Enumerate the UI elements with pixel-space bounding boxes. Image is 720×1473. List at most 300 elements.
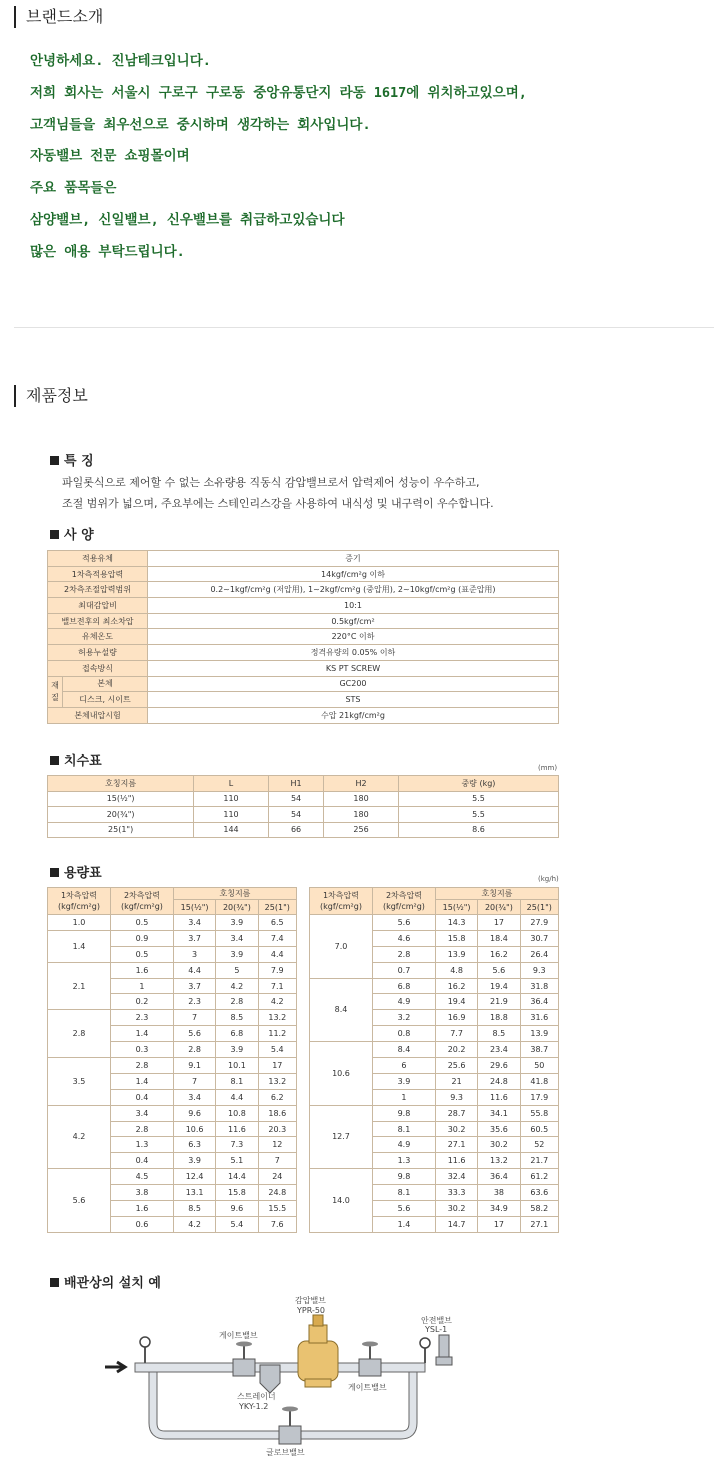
spec-label: 밸브전후의 최소차압 [48, 613, 148, 629]
capacity-cell: 5.6 [478, 962, 520, 978]
spec-label: 1차측적용압력 [48, 566, 148, 582]
capacity-cell: 30.2 [435, 1121, 477, 1137]
capacity-cell: 3 [173, 946, 215, 962]
capacity-cell: 1.4 [372, 1216, 435, 1232]
spec-row [48, 566, 559, 582]
dimensions-cell: 180 [324, 807, 399, 823]
capacity-row [48, 1010, 297, 1026]
dimensions-cell: 180 [324, 791, 399, 807]
features-line: 파일롯식으로 제어할 수 없는 소유량용 직동식 감압밸브로서 압력제어 성능이 우수하고, [62, 476, 480, 489]
spec-row [48, 629, 559, 645]
capacity-cell: 3.9 [372, 1073, 435, 1089]
capacity-row [310, 1105, 559, 1121]
capacity-cell: 1.6 [110, 1201, 173, 1217]
nominal-size-header: 호칭지름 [435, 888, 558, 900]
capacity-cell: 34.1 [478, 1105, 520, 1121]
capacity-cell: 21.7 [520, 1153, 558, 1169]
safety-valve-outlet [436, 1357, 452, 1365]
size-column-header: 20(¾") [478, 900, 520, 915]
capacity-cell: 2.8 [173, 1042, 215, 1058]
capacity-unit: (kg/h) [538, 875, 559, 883]
spec-label: 본체내압시험 [48, 707, 148, 723]
capacity-cell: 6.8 [372, 978, 435, 994]
capacity-cell: 0.3 [110, 1042, 173, 1058]
capacity-cell: 7.9 [258, 962, 296, 978]
strainer-body [260, 1365, 280, 1393]
capacity-cell: 4.4 [216, 1089, 258, 1105]
capacity-cell: 18.6 [258, 1105, 296, 1121]
installation-title: 배관상의 설치 예 [50, 1272, 161, 1291]
capacity-cell: 3.9 [173, 1153, 215, 1169]
capacity-row [48, 1058, 297, 1074]
primary-pressure-cell: 12.7 [310, 1105, 373, 1169]
capacity-cell: 0.5 [110, 946, 173, 962]
capacity-cell: 3.4 [173, 915, 215, 931]
dimensions-header-row [48, 776, 559, 792]
secondary-pressure-header: 2차측압력 (kgf/cm²g) [372, 888, 435, 915]
capacity-cell: 36.4 [520, 994, 558, 1010]
intro-line: 안녕하세요. 진남테크입니다. [30, 53, 211, 69]
capacity-cell: 16.2 [435, 978, 477, 994]
capacity-cell: 13.2 [258, 1010, 296, 1026]
capacity-cell: 8.1 [216, 1073, 258, 1089]
capacity-cell: 7.7 [435, 1026, 477, 1042]
capacity-cell: 17 [478, 1216, 520, 1232]
spec-label: 디스크, 시이트 [63, 692, 148, 708]
square-bullet-icon [50, 868, 59, 877]
capacity-cell: 14.4 [216, 1169, 258, 1185]
capacity-row [48, 962, 297, 978]
spec-value: STS [148, 692, 559, 708]
capacity-cell: 12 [258, 1137, 296, 1153]
capacity-row [48, 915, 297, 931]
brand-section-heading: 브랜드소개 [14, 6, 103, 28]
primary-pressure-cell: 2.1 [48, 962, 111, 1010]
capacity-cell: 30.7 [520, 930, 558, 946]
capacity-cell: 18.4 [478, 930, 520, 946]
spec-row [48, 598, 559, 614]
capacity-row [310, 978, 559, 994]
capacity-cell: 4.8 [435, 962, 477, 978]
capacity-cell: 0.6 [110, 1216, 173, 1232]
spec-label: 허용누설량 [48, 645, 148, 661]
intro-line: 삼양밸브, 신일밸브, 신우밸브를 취급하고있습니다 [30, 211, 345, 228]
safety-valve-label: 안전밸브 [421, 1316, 452, 1325]
primary-pressure-header: 1차측압력 (kgf/cm²g) [310, 888, 373, 915]
capacity-cell: 35.6 [478, 1121, 520, 1137]
intro-line: 자동밸브 전문 쇼핑몰이며 [30, 148, 190, 165]
size-column-header: 15(½") [435, 900, 477, 915]
capacity-cell: 58.2 [520, 1201, 558, 1217]
nominal-size-header: 호칭지름 [173, 888, 296, 900]
capacity-cell: 4.5 [110, 1169, 173, 1185]
capacity-cell: 6.3 [173, 1137, 215, 1153]
spec-label: 적용유체 [48, 551, 148, 567]
spec-row [48, 676, 559, 692]
capacity-cell: 14.7 [435, 1216, 477, 1232]
capacity-cell: 2.8 [110, 1121, 173, 1137]
capacity-cell: 11.2 [258, 1026, 296, 1042]
capacity-header-row [310, 888, 559, 900]
spec-value: 0.5kgf/cm² [148, 613, 559, 629]
spec-row [48, 692, 559, 708]
capacity-cell: 9.6 [216, 1201, 258, 1217]
capacity-cell: 3.9 [216, 1042, 258, 1058]
dimensions-cell: 15(½") [48, 791, 194, 807]
capacity-cell: 13.2 [258, 1073, 296, 1089]
dimensions-cell: 5.5 [398, 791, 558, 807]
capacity-cell: 8.5 [478, 1026, 520, 1042]
capacity-cell: 17.9 [520, 1089, 558, 1105]
dimensions-row [48, 822, 559, 838]
capacity-cell: 10.8 [216, 1105, 258, 1121]
gate-valve-1-label: 게이트밸브 [219, 1331, 258, 1340]
product-section-heading: 제품정보 [14, 385, 88, 407]
globe-valve-handwheel-icon [282, 1407, 298, 1412]
spec-value: 수압 21kgf/cm²g [148, 707, 559, 723]
dimensions-cell: 20(¾") [48, 807, 194, 823]
capacity-cell: 17 [478, 915, 520, 931]
capacity-cell: 11.6 [435, 1153, 477, 1169]
dimensions-cell: 54 [268, 807, 323, 823]
spec-value: GC200 [148, 676, 559, 692]
primary-pressure-cell: 10.6 [310, 1042, 373, 1106]
spec-row [48, 707, 559, 723]
intro-line: 주요 품목들은 [30, 180, 117, 197]
strainer-label: 스트레이너 [237, 1392, 276, 1401]
capacity-cell: 2.8 [110, 1058, 173, 1074]
secondary-pressure-header: 2차측압력 (kgf/cm²g) [110, 888, 173, 915]
capacity-cell: 2.8 [216, 994, 258, 1010]
capacity-cell: 4.9 [372, 1137, 435, 1153]
capacity-cell: 24 [258, 1169, 296, 1185]
gate-valve-2-label: 게이트밸브 [348, 1383, 387, 1392]
capacity-cell: 13.1 [173, 1185, 215, 1201]
capacity-cell: 36.4 [478, 1169, 520, 1185]
intro-line: 많은 애용 부탁드립니다. [30, 243, 185, 260]
bypass-pipe [153, 1367, 413, 1435]
primary-pressure-cell: 4.2 [48, 1105, 111, 1169]
capacity-cell: 3.9 [216, 946, 258, 962]
size-column-header: 15(½") [173, 900, 215, 915]
capacity-cell: 20.2 [435, 1042, 477, 1058]
capacity-cell: 30.2 [435, 1201, 477, 1217]
spec-value: 10:1 [148, 598, 559, 614]
capacity-cell: 15.5 [258, 1201, 296, 1217]
capacity-cell: 27.9 [520, 915, 558, 931]
gate-valve-1-handwheel-icon [236, 1342, 252, 1347]
spec-label: 접속방식 [48, 660, 148, 676]
size-column-header: 25(1") [258, 900, 296, 915]
strainer-model-label: YKY-1.2 [239, 1402, 269, 1411]
capacity-cell: 4.2 [173, 1216, 215, 1232]
spec-value: 증기 [148, 551, 559, 567]
capacity-cell: 20.3 [258, 1121, 296, 1137]
capacity-cell: 34.9 [478, 1201, 520, 1217]
dimensions-row [48, 791, 559, 807]
capacity-cell: 25.6 [435, 1058, 477, 1074]
capacity-cell: 16.2 [478, 946, 520, 962]
capacity-cell: 8.4 [372, 1042, 435, 1058]
dimensions-cell: 5.5 [398, 807, 558, 823]
capacity-cell: 15.8 [216, 1185, 258, 1201]
capacity-cell: 9.3 [520, 962, 558, 978]
capacity-cell: 24.8 [258, 1185, 296, 1201]
capacity-cell: 63.6 [520, 1185, 558, 1201]
capacity-cell: 7.4 [258, 930, 296, 946]
spec-value: 정격유량의 0.05% 이하 [148, 645, 559, 661]
capacity-cell: 1.4 [110, 1073, 173, 1089]
dimensions-header-cell: 호칭지름 [48, 776, 194, 792]
capacity-cell: 4.2 [216, 978, 258, 994]
capacity-cell: 9.8 [372, 1105, 435, 1121]
capacity-cell: 21.9 [478, 994, 520, 1010]
capacity-cell: 4.4 [258, 946, 296, 962]
spec-label: 최대감압비 [48, 598, 148, 614]
capacity-cell: 0.5 [110, 915, 173, 931]
capacity-cell: 1 [372, 1089, 435, 1105]
spec-row [48, 660, 559, 676]
capacity-cell: 1.3 [110, 1137, 173, 1153]
capacity-cell: 14.3 [435, 915, 477, 931]
dimensions-header-cell: L [194, 776, 269, 792]
capacity-table-left [47, 887, 297, 1233]
capacity-cell: 3.4 [173, 1089, 215, 1105]
capacity-cell: 52 [520, 1137, 558, 1153]
material-group-label: 재 질 [48, 676, 63, 707]
capacity-cell: 3.9 [216, 915, 258, 931]
spec-value: 0.2~1kgf/cm²g (저압用), 1~2kgf/cm²g (중압用), 2~10kgf/cm²g (표준압用) [148, 582, 559, 598]
capacity-cell: 12.4 [173, 1169, 215, 1185]
dimensions-cell: 256 [324, 822, 399, 838]
intro-line: 저희 회사는 서울시 구로구 구로동 중앙유통단지 라동 1617에 위치하고있으며, [30, 84, 527, 101]
capacity-cell: 0.4 [110, 1089, 173, 1105]
capacity-cell: 0.7 [372, 962, 435, 978]
capacity-cell: 3.4 [110, 1105, 173, 1121]
capacity-cell: 29.6 [478, 1058, 520, 1074]
dimensions-cell: 110 [194, 791, 269, 807]
capacity-cell: 7.6 [258, 1216, 296, 1232]
capacity-cell: 5.6 [173, 1026, 215, 1042]
capacity-row [48, 1105, 297, 1121]
capacity-cell: 3.4 [216, 930, 258, 946]
spec-label: 2차측조절압력범위 [48, 582, 148, 598]
dimensions-cell: 110 [194, 807, 269, 823]
dimensions-table [47, 775, 559, 838]
primary-pressure-header: 1차측압력 (kgf/cm²g) [48, 888, 111, 915]
dimensions-cell: 66 [268, 822, 323, 838]
capacity-cell: 3.7 [173, 930, 215, 946]
size-column-header: 20(¾") [216, 900, 258, 915]
capacity-row [48, 930, 297, 946]
capacity-cell: 5.6 [372, 1201, 435, 1217]
capacity-cell: 6 [372, 1058, 435, 1074]
capacity-cell: 7 [173, 1010, 215, 1026]
capacity-cell: 15.8 [435, 930, 477, 946]
capacity-cell: 8.5 [173, 1201, 215, 1217]
capacity-cell: 4.4 [173, 962, 215, 978]
capacity-cell: 50 [520, 1058, 558, 1074]
capacity-cell: 19.4 [478, 978, 520, 994]
primary-pressure-cell: 8.4 [310, 978, 373, 1042]
dimensions-header-cell: H2 [324, 776, 399, 792]
capacity-cell: 5.1 [216, 1153, 258, 1169]
gate-valve-1-body [233, 1359, 255, 1376]
capacity-cell: 28.7 [435, 1105, 477, 1121]
capacity-cell: 8.1 [372, 1185, 435, 1201]
capacity-cell: 21 [435, 1073, 477, 1089]
capacity-cell: 8.1 [372, 1121, 435, 1137]
dimensions-cell: 8.6 [398, 822, 558, 838]
capacity-cell: 61.2 [520, 1169, 558, 1185]
square-bullet-icon [50, 1278, 59, 1287]
capacity-cell: 18.8 [478, 1010, 520, 1026]
capacity-cell: 3.2 [372, 1010, 435, 1026]
spec-value: KS PT SCREW [148, 660, 559, 676]
piping-installation-diagram [95, 1295, 475, 1460]
features-line: 조절 범위가 넓으며, 주요부에는 스테인리스강을 사용하여 내식성 및 내구력이 우수합니다. [62, 497, 494, 510]
size-column-header: 25(1") [520, 900, 558, 915]
features-text [62, 472, 494, 514]
spec-row [48, 645, 559, 661]
dimensions-row [48, 807, 559, 823]
pressure-gauge-icon [140, 1337, 150, 1347]
capacity-cell: 5 [216, 962, 258, 978]
capacity-cell: 9.3 [435, 1089, 477, 1105]
capacity-cell: 0.8 [372, 1026, 435, 1042]
capacity-cell: 9.6 [173, 1105, 215, 1121]
capacity-cell: 5.4 [216, 1216, 258, 1232]
capacity-cell: 3.8 [110, 1185, 173, 1201]
capacity-cell: 26.4 [520, 946, 558, 962]
square-bullet-icon [50, 456, 59, 465]
bypass-pipe-outline [153, 1367, 413, 1435]
spec-value: 14kgf/cm²g 이하 [148, 566, 559, 582]
capacity-cell: 10.6 [173, 1121, 215, 1137]
reducing-valve-model-label: YPR-50 [297, 1306, 326, 1315]
reducing-valve-label: 감압밸브 [295, 1296, 326, 1305]
primary-pressure-cell: 14.0 [310, 1169, 373, 1233]
dimensions-cell: 25(1") [48, 822, 194, 838]
intro-line: 고객님들을 최우선으로 중시하며 생각하는 회사입니다. [30, 116, 371, 133]
capacity-cell: 7 [173, 1073, 215, 1089]
capacity-cell: 9.1 [173, 1058, 215, 1074]
capacity-cell: 5.4 [258, 1042, 296, 1058]
spec-title: 사 양 [50, 524, 94, 543]
capacity-cell: 30.2 [478, 1137, 520, 1153]
gate-valve-2-body [359, 1359, 381, 1376]
capacity-cell: 11.6 [216, 1121, 258, 1137]
spec-row [48, 551, 559, 567]
capacity-cell: 38 [478, 1185, 520, 1201]
capacity-cell: 23.4 [478, 1042, 520, 1058]
capacity-cell: 27.1 [520, 1216, 558, 1232]
reducing-valve-body [298, 1341, 338, 1381]
spec-label: 본체 [63, 676, 148, 692]
capacity-cell: 7 [258, 1153, 296, 1169]
capacity-cell: 27.1 [435, 1137, 477, 1153]
capacity-row [310, 1169, 559, 1185]
capacity-row [310, 1042, 559, 1058]
capacity-cell: 60.5 [520, 1121, 558, 1137]
capacity-cell: 8.5 [216, 1010, 258, 1026]
brand-intro [30, 52, 527, 275]
capacity-cell: 33.3 [435, 1185, 477, 1201]
capacity-cell: 17 [258, 1058, 296, 1074]
dimensions-unit: (mm) [538, 764, 558, 772]
pressure-gauge-icon [420, 1338, 430, 1348]
primary-pressure-cell: 5.6 [48, 1169, 111, 1233]
features-title: 특 징 [50, 450, 94, 469]
capacity-cell: 0.4 [110, 1153, 173, 1169]
capacity-cell: 13.9 [435, 946, 477, 962]
capacity-table-right [309, 887, 559, 1233]
capacity-cell: 2.3 [173, 994, 215, 1010]
primary-pressure-cell: 1.4 [48, 930, 111, 962]
flow-arrow-icon [105, 1362, 125, 1372]
section-divider [14, 327, 714, 328]
capacity-cell: 41.8 [520, 1073, 558, 1089]
spec-label: 유체온도 [48, 629, 148, 645]
capacity-cell: 32.4 [435, 1169, 477, 1185]
capacity-cell: 0.2 [110, 994, 173, 1010]
reducing-valve-base [305, 1379, 331, 1387]
capacity-cell: 6.8 [216, 1026, 258, 1042]
spec-table [47, 550, 559, 724]
capacity-cell: 2.8 [372, 946, 435, 962]
capacity-title: 용량표 [50, 862, 102, 881]
capacity-cell: 1.3 [372, 1153, 435, 1169]
capacity-row [48, 1169, 297, 1185]
capacity-cell: 2.3 [110, 1010, 173, 1026]
safety-valve-model-label: YSL-1 [425, 1325, 448, 1334]
dimensions-cell: 54 [268, 791, 323, 807]
capacity-header-row [48, 888, 297, 900]
dimensions-header-cell: H1 [268, 776, 323, 792]
gate-valve-2-handwheel-icon [362, 1342, 378, 1347]
capacity-cell: 11.6 [478, 1089, 520, 1105]
capacity-cell: 0.9 [110, 930, 173, 946]
spec-row [48, 582, 559, 598]
capacity-cell: 16.9 [435, 1010, 477, 1026]
reducing-valve-adjuster [313, 1315, 323, 1326]
dimensions-cell: 144 [194, 822, 269, 838]
primary-pressure-cell: 3.5 [48, 1058, 111, 1106]
capacity-cell: 3.7 [173, 978, 215, 994]
capacity-cell: 6.5 [258, 915, 296, 931]
capacity-cell: 4.2 [258, 994, 296, 1010]
capacity-cell: 5.6 [372, 915, 435, 931]
capacity-cell: 24.8 [478, 1073, 520, 1089]
capacity-cell: 7.1 [258, 978, 296, 994]
capacity-cell: 13.2 [478, 1153, 520, 1169]
capacity-cell: 31.8 [520, 978, 558, 994]
square-bullet-icon [50, 756, 59, 765]
capacity-cell: 38.7 [520, 1042, 558, 1058]
primary-pressure-cell: 1.0 [48, 915, 111, 931]
square-bullet-icon [50, 530, 59, 539]
spec-value: 220°C 이하 [148, 629, 559, 645]
capacity-cell: 1 [110, 978, 173, 994]
dimensions-title: 치수표 [50, 750, 102, 769]
capacity-cell: 19.4 [435, 994, 477, 1010]
globe-valve-body [279, 1426, 301, 1444]
globe-valve-label: 글로브밸브 [266, 1448, 305, 1457]
capacity-cell: 1.6 [110, 962, 173, 978]
capacity-row [310, 915, 559, 931]
primary-pressure-cell: 2.8 [48, 1010, 111, 1058]
capacity-cell: 13.9 [520, 1026, 558, 1042]
